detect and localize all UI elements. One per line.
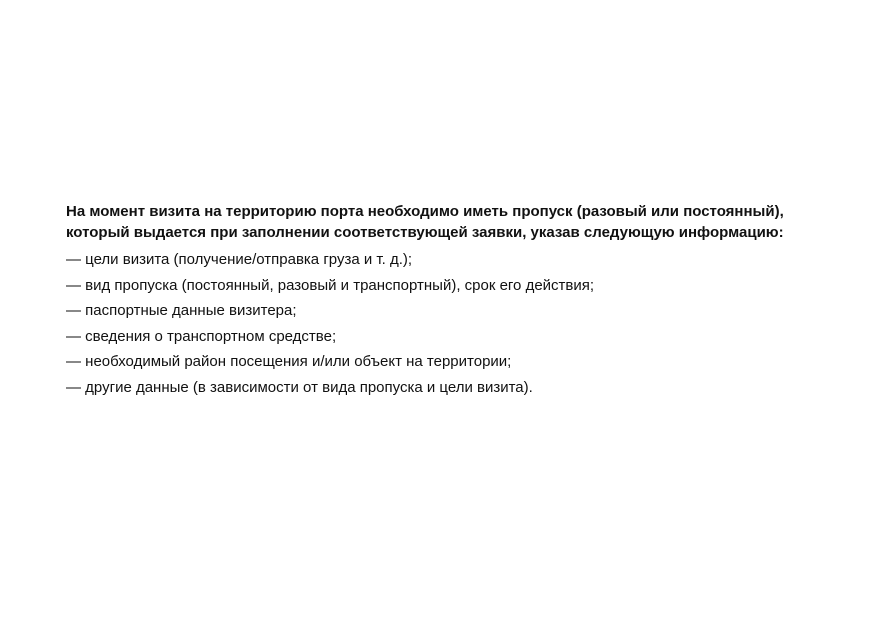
intro-paragraph bbox=[66, 201, 826, 243]
list-item: — вид пропуска (постоянный, разовый и транспортный), срок его действия; bbox=[66, 276, 595, 294]
list-item: — необходимый район посещения и/или объект на территории; bbox=[66, 353, 512, 370]
list-item: — другие данные (в зависимости от вида пропуска и цели визита). bbox=[66, 378, 533, 396]
list-item: — паспортные данные визитера; bbox=[66, 302, 297, 319]
requirements-list bbox=[66, 247, 826, 400]
list-item: — цели визита (получение/отправка груза и т. д.); bbox=[66, 251, 413, 268]
list-item: — сведения о транспортном средстве; bbox=[66, 327, 337, 345]
intro-line-1: На момент визита на территорию порта необходимо иметь пропуск (разовый или постоянный), bbox=[66, 203, 784, 220]
intro-line-2: который выдается при заполнении соответствующей заявки, указав следующую информацию: bbox=[66, 224, 784, 241]
document-content bbox=[66, 201, 826, 400]
